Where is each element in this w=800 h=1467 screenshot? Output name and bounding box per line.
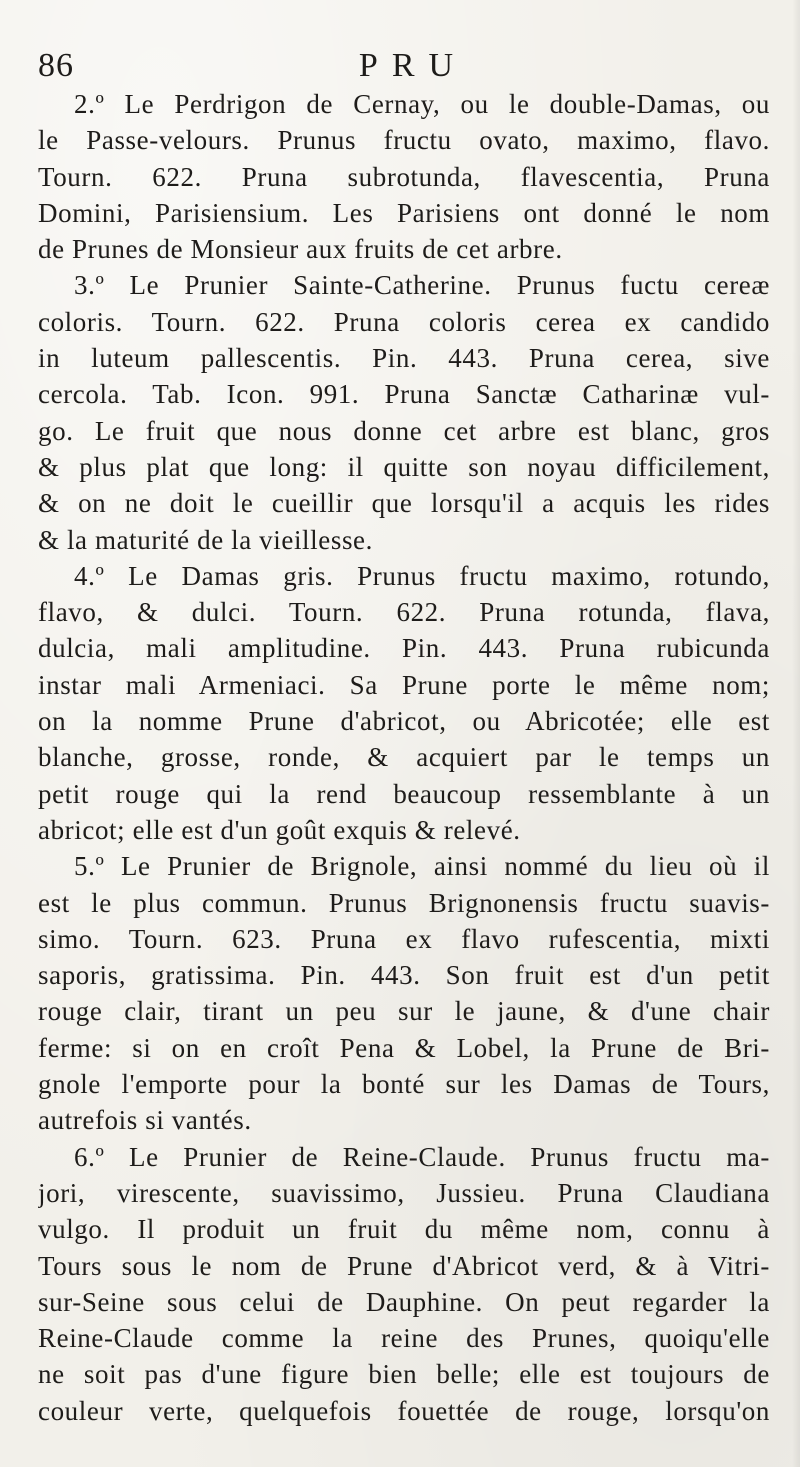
text-line: autrefois si vantés. <box>38 1105 252 1136</box>
text-line: 3.º Le Prunier Sainte-Catherine. Prunus fuctu cereæ <box>74 270 770 301</box>
text-line: 5.º Le Prunier de Brignole, ainsi nommé du lieu où il <box>74 851 770 882</box>
text-line: jori, virescente, suavissimo, Jussieu. Pruna Claudiana <box>38 1177 770 1208</box>
text-line: petit rouge qui la rend beaucoup ressemblante à un <box>38 778 770 809</box>
text-line: Tourn. 622. Pruna subrotunda, flavescentia, Pruna <box>38 161 770 192</box>
text-line: Domini, Parisiensium. Les Parisiens ont donné le nom <box>38 197 770 228</box>
page-header <box>38 46 770 86</box>
text-line: & plus plat que long: il quitte son noyau difficilement, <box>38 451 770 482</box>
text-line: vulgo. Il produit un fruit du même nom, connu à <box>38 1214 770 1245</box>
text-line: & on ne doit le cueillir que lorsqu'il a acquis les rides <box>38 488 770 519</box>
text-line: Tours sous le nom de Prune d'Abricot verd, & à Vitri- <box>38 1250 770 1281</box>
text-line: coloris. Tourn. 622. Pruna coloris cerea ex candido <box>38 306 770 337</box>
body-text <box>38 86 770 1429</box>
page-edge-shadow <box>792 0 800 1467</box>
text-line: saporis, gratissima. Pin. 443. Son fruit est d'un petit <box>38 960 770 991</box>
text-line: 2.º Le Perdrigon de Cernay, ou le double-Damas, ou <box>74 89 770 119</box>
text-line: instar mali Armeniaci. Sa Prune porte le même nom; <box>38 669 770 700</box>
text-line: sur-Seine sous celui de Dauphine. On peut regarder la <box>38 1286 770 1317</box>
text-line: in luteum pallescentis. Pin. 443. Pruna cerea, sive <box>38 343 770 374</box>
text-line: cercola. Tab. Icon. 991. Pruna Sanctæ Catharinæ vul- <box>38 379 770 410</box>
running-head: PRU <box>358 47 468 84</box>
text-line: 4.º Le Damas gris. Prunus fructu maximo, rotundo, <box>74 560 770 591</box>
text-line: de Prunes de Monsieur aux fruits de cet arbre. <box>38 234 563 265</box>
page-number: 86 <box>38 47 74 84</box>
text-line: couleur verte, quelquefois fouettée de rouge, lorsqu'on <box>38 1395 770 1426</box>
text-line: 6.º Le Prunier de Reine-Claude. Prunus fructu ma- <box>74 1141 770 1172</box>
text-line: simo. Tourn. 623. Pruna ex flavo rufescentia, mixti <box>38 923 770 954</box>
text-line: go. Le fruit que nous donne cet arbre est blanc, gros <box>38 415 770 446</box>
text-line: ferme: si on en croît Pena & Lobel, la Prune de Bri- <box>38 1032 770 1063</box>
text-line: abricot; elle est d'un goût exquis & relevé. <box>38 814 521 845</box>
text-line: dulcia, mali amplitudine. Pin. 443. Pruna rubicunda <box>38 633 770 664</box>
text-line: Reine-Claude comme la reine des Prunes, quoiqu'elle <box>38 1323 770 1354</box>
text-line: est le plus commun. Prunus Brignonensis fructu suavis- <box>38 887 770 918</box>
text-line: & la maturité de la vieillesse. <box>38 524 373 555</box>
text-line: le Passe-velours. Prunus fructu ovato, maximo, flavo. <box>38 125 770 156</box>
text-line: on la nomme Prune d'abricot, ou Abricotée; elle est <box>38 706 770 737</box>
text-line: blanche, grosse, ronde, & acquiert par le temps un <box>38 742 770 773</box>
text-line: ne soit pas d'une figure bien belle; elle est toujours de <box>38 1359 770 1390</box>
text-line: gnole l'emporte pour la bonté sur les Damas de Tours, <box>38 1069 770 1100</box>
text-line: flavo, & dulci. Tourn. 622. Pruna rotunda, flava, <box>38 597 770 628</box>
text-line: rouge clair, tirant un peu sur le jaune, & d'une chair <box>38 996 770 1027</box>
